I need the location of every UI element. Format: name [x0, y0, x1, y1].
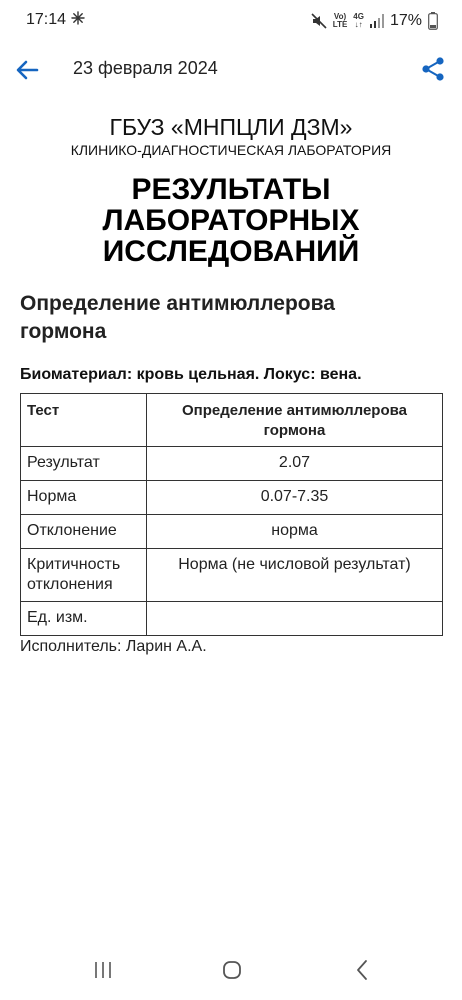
data-4g-icon: 4G ↓↑ — [353, 12, 364, 29]
row-value-cell: 2.07 — [147, 447, 443, 481]
table-row — [21, 447, 443, 481]
row-label-cell: Отклонение — [21, 515, 147, 549]
header-label-cell: Тест — [21, 394, 147, 447]
executor-line: Исполнитель: Ларин А.А. — [20, 638, 207, 655]
navigation-bar — [0, 950, 462, 990]
mute-icon — [311, 12, 327, 30]
volte-icon: Vo) LTE — [332, 12, 348, 29]
weather-icon — [71, 11, 85, 25]
table-header-row — [21, 394, 443, 447]
row-label-cell: Критичность отклонения — [21, 549, 147, 602]
battery-percent: 17% — [389, 12, 422, 29]
app-bar — [0, 48, 462, 92]
app-title: 23 февраля 2024 — [73, 58, 218, 78]
document-title — [60, 174, 402, 267]
title-line: РЕЗУЛЬТАТЫ — [131, 173, 331, 206]
table-row — [21, 602, 443, 636]
back-icon[interactable] — [354, 959, 370, 981]
back-arrow-icon[interactable] — [12, 55, 42, 85]
table-row — [21, 549, 443, 602]
org-name: ГБУЗ «МНПЦЛИ ДЗМ» — [109, 114, 353, 140]
row-value-cell: Норма (не числовой результат) — [147, 549, 443, 602]
status-time: 17:14 — [26, 11, 67, 28]
status-bar — [0, 0, 462, 40]
share-icon[interactable] — [420, 56, 446, 82]
row-label-cell: Норма — [21, 481, 147, 515]
battery-icon — [428, 12, 438, 30]
test-heading: Определение антимюллерова гормона — [20, 292, 335, 343]
row-value-cell — [147, 602, 443, 636]
biomaterial-line: Биоматериал: кровь цельная. Локус: вена. — [20, 366, 362, 383]
lab-name: КЛИНИКО-ДИАГНОСТИЧЕСКАЯ ЛАБОРАТОРИЯ — [70, 142, 392, 158]
header-value-cell: Определение антимюллерова гормона — [147, 394, 443, 447]
title-line: ЛАБОРАТОРНЫХ — [102, 204, 360, 237]
row-value-cell: 0.07-7.35 — [147, 481, 443, 515]
results-table — [20, 393, 443, 636]
table-row — [21, 481, 443, 515]
row-label-cell: Ед. изм. — [21, 602, 147, 636]
recents-icon[interactable] — [93, 960, 113, 980]
row-label-cell: Результат — [21, 447, 147, 481]
title-line: ИССЛЕДОВАНИЙ — [102, 235, 360, 268]
row-value-cell: норма — [147, 515, 443, 549]
signal-icon — [370, 12, 384, 30]
table-row — [21, 515, 443, 549]
home-icon[interactable] — [222, 960, 242, 980]
status-icons — [311, 10, 438, 32]
